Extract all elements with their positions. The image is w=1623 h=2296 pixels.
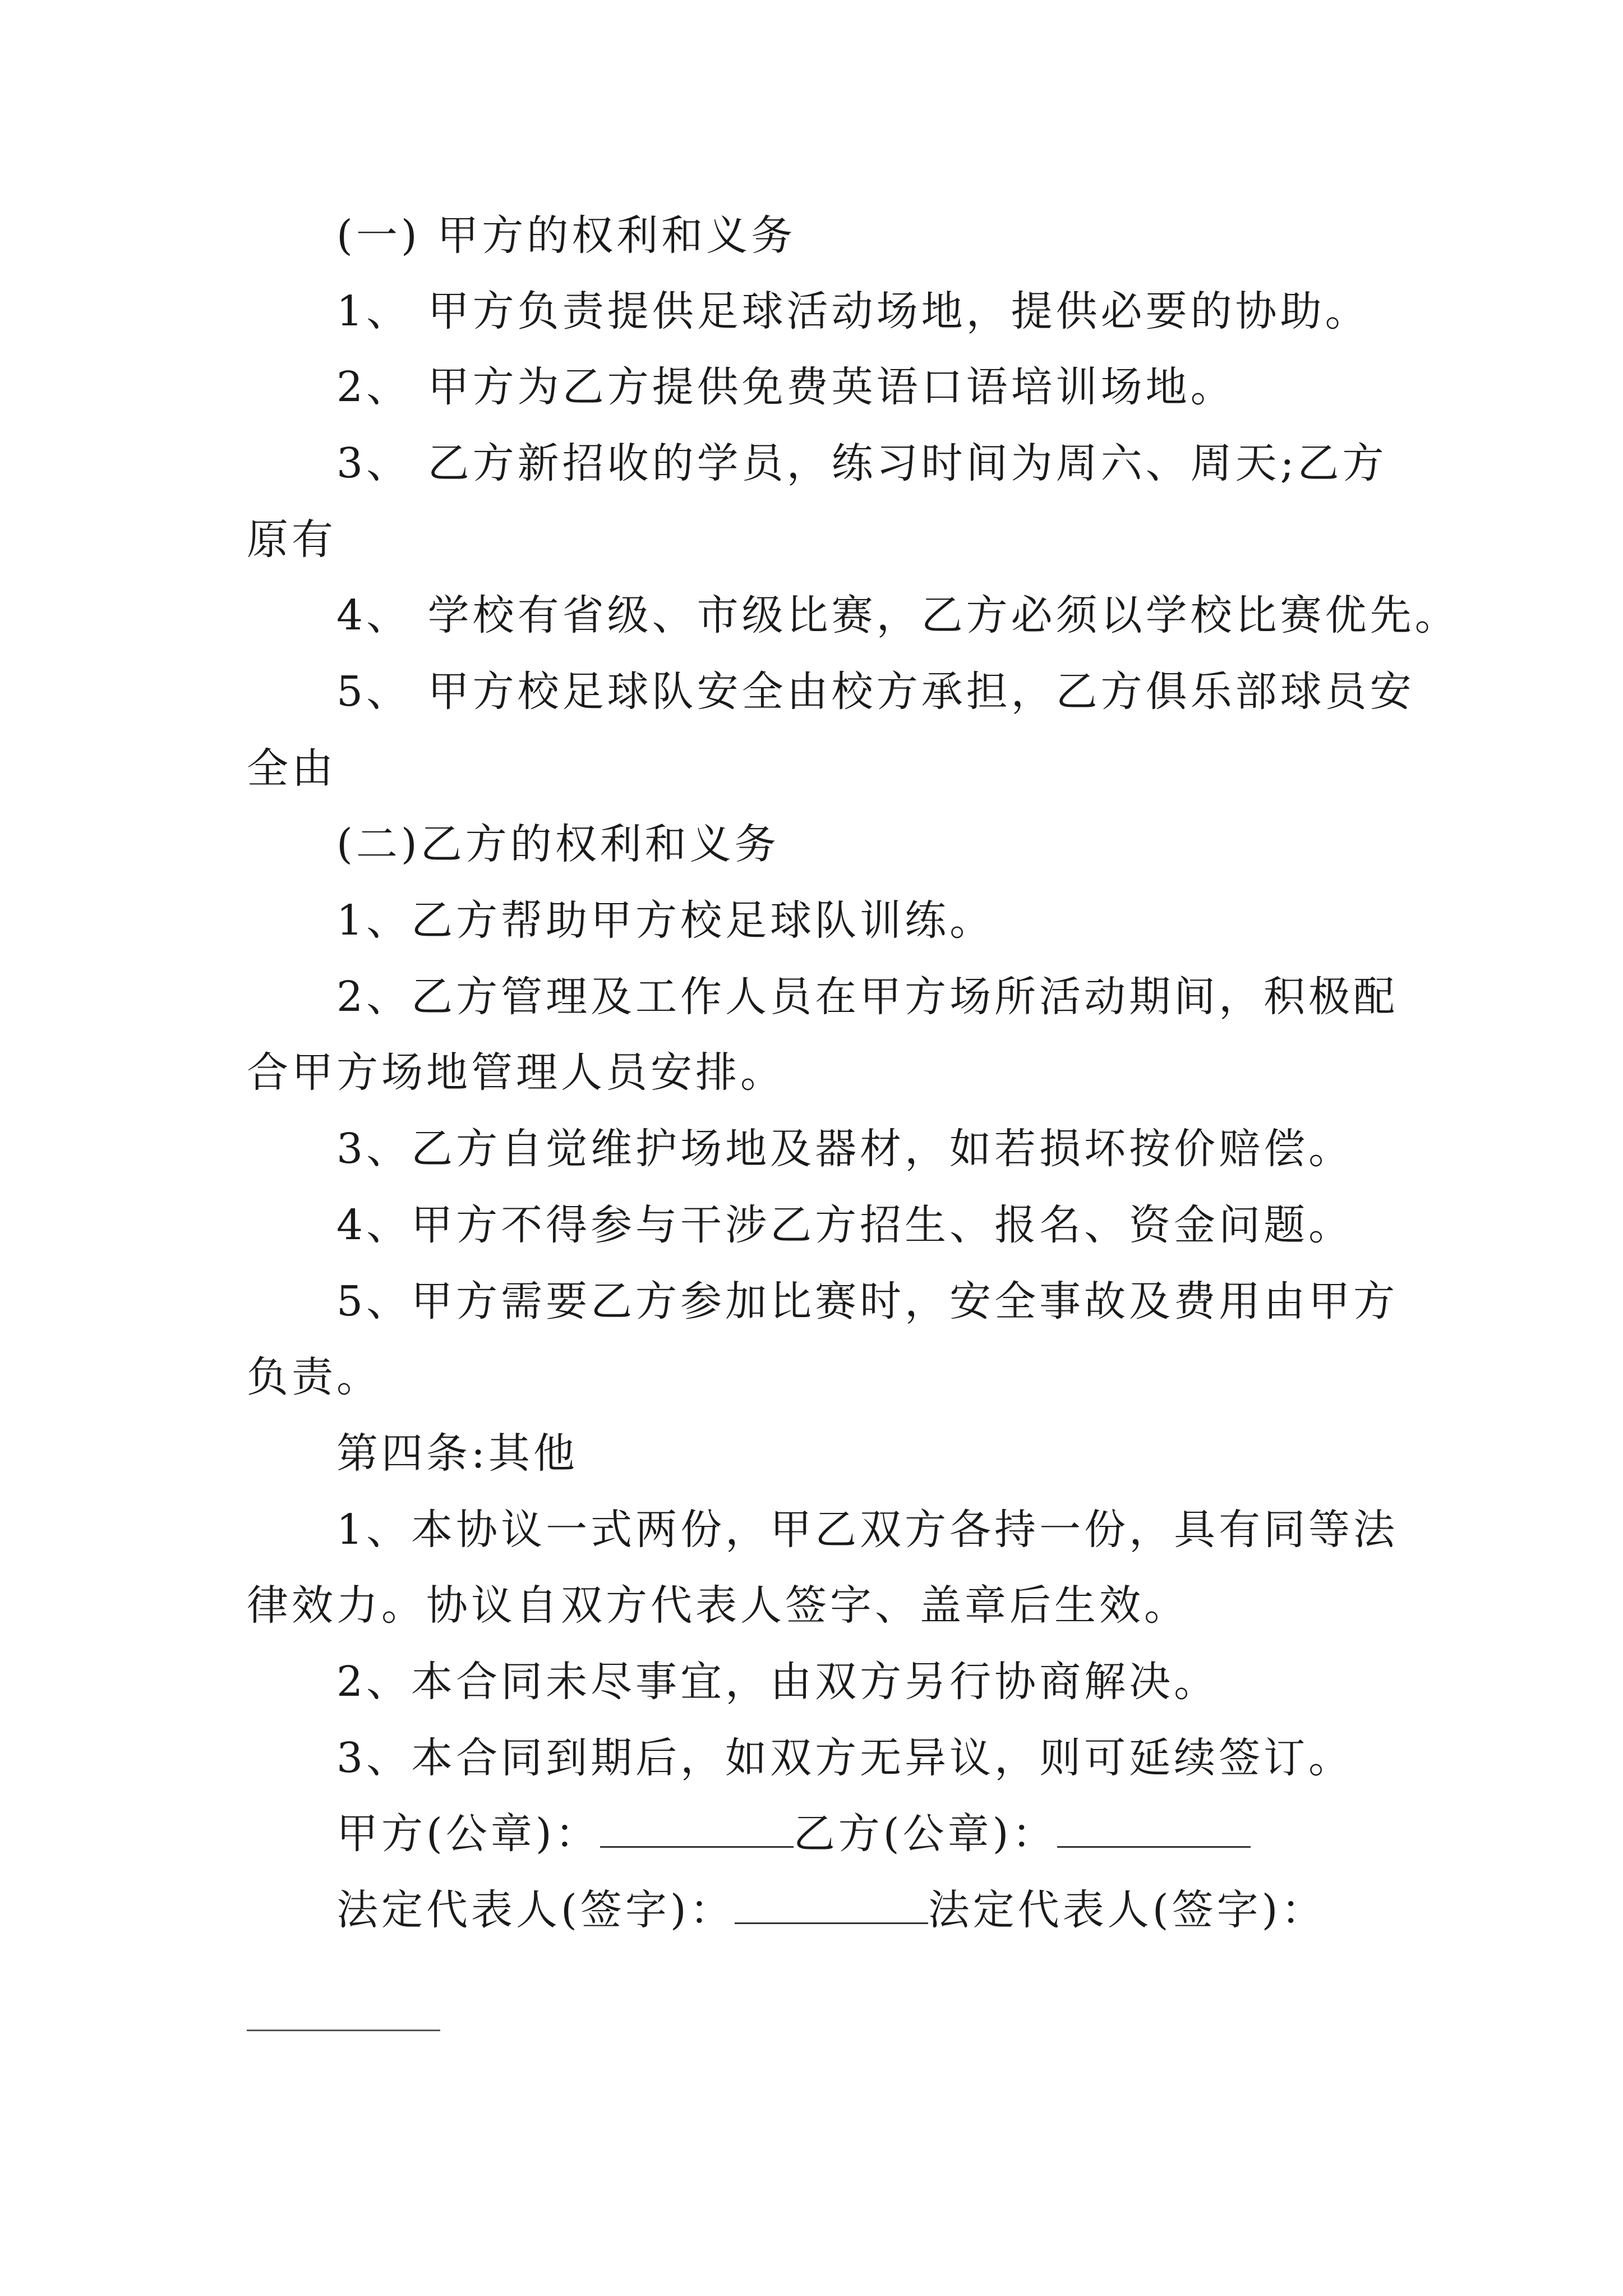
paragraph-line: 1、乙方帮助甲方校足球队训练。 xyxy=(336,896,995,945)
article-heading: 第四条:其他 xyxy=(336,1429,578,1478)
paragraph-line: 1、本协议一式两份，甲乙双方各持一份，具有同等法 xyxy=(336,1506,1399,1554)
party-b-seal-blank[interactable] xyxy=(1057,1807,1251,1848)
party-a-seal-label: 甲方(公章)： xyxy=(336,1810,600,1858)
paragraph-line: 原有 xyxy=(247,516,336,564)
paragraph-line: 1、 甲方负责提供足球活动场地，提供必要的协助。 xyxy=(336,287,1370,335)
paragraph-line: 4、甲方不得参与干涉乙方招生、报名、资金问题。 xyxy=(336,1201,1354,1249)
legal-rep-a-blank[interactable] xyxy=(735,1883,928,1924)
paragraph-line: 2、乙方管理及工作人员在甲方场所活动期间，积极配 xyxy=(336,973,1399,1021)
seal-signature-row xyxy=(336,1806,1481,1862)
paragraph-line: 5、甲方需要乙方参加比赛时，安全事故及费用由甲方 xyxy=(336,1277,1399,1326)
paragraph-line: 全由 xyxy=(247,744,336,793)
paragraph-line: 合甲方场地管理人员安排。 xyxy=(247,1048,785,1097)
section-heading-party-a: (一) 甲方的权利和义务 xyxy=(336,211,796,260)
section-heading-party-b: (二)乙方的权利和义务 xyxy=(336,820,780,868)
paragraph-line: 5、 甲方校足球队安全由校方承担，乙方俱乐部球员安 xyxy=(336,668,1415,716)
legal-rep-b-blank[interactable] xyxy=(247,2030,440,2031)
paragraph-line: 负责。 xyxy=(247,1353,381,1401)
party-a-seal-blank[interactable] xyxy=(600,1807,794,1848)
paragraph-line: 律效力。协议自双方代表人签字、盖章后生效。 xyxy=(247,1581,1189,1630)
paragraph-line: 2、本合同未尽事宜，由双方另行协商解决。 xyxy=(336,1658,1219,1706)
legal-rep-a-label: 法定代表人(签字)： xyxy=(336,1886,735,1934)
paragraph-line: 2、 甲方为乙方提供免费英语口语培训场地。 xyxy=(336,363,1235,411)
paragraph-line: 3、乙方自觉维护场地及器材，如若损坏按价赔偿。 xyxy=(336,1125,1354,1173)
paragraph-line: 3、 乙方新招收的学员，练习时间为周六、周天;乙方 xyxy=(336,439,1387,487)
party-b-seal-label: 乙方(公章)： xyxy=(793,1810,1057,1858)
legal-rep-b-label: 法定代表人(签字)： xyxy=(928,1886,1326,1934)
paragraph-line: 3、本合同到期后，如双方无异议，则可延续签订。 xyxy=(336,1734,1354,1782)
paragraph-line: 4、 学校有省级、市级比赛，乙方必须以学校比赛优先。 xyxy=(336,591,1460,639)
legal-rep-signature-row xyxy=(336,1882,1481,1938)
